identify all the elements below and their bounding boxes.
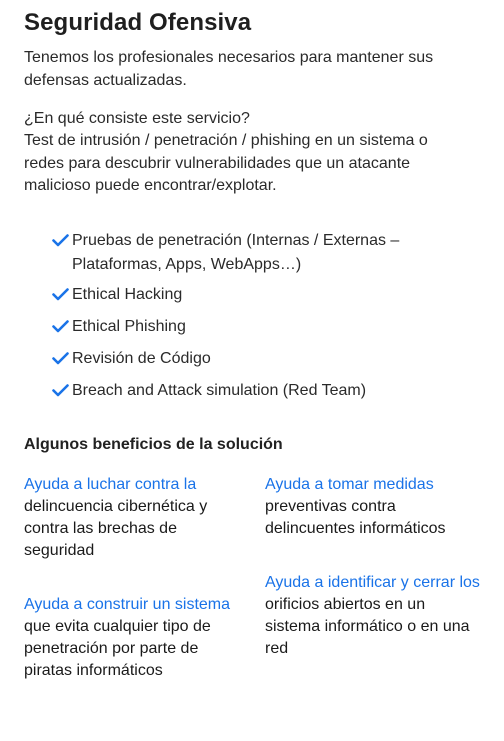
benefit-item xyxy=(24,594,239,682)
benefit-text: preventivas contra delincuentes informáticos xyxy=(265,498,446,537)
benefits-heading: Algunos beneficios de la solución xyxy=(24,436,283,453)
feature-item xyxy=(52,347,432,371)
checkmark-icon xyxy=(52,283,72,307)
feature-item xyxy=(52,283,432,307)
benefit-item xyxy=(265,474,465,540)
benefit-text: que evita cualquier tipo de penetración por parte de piratas informáticos xyxy=(24,618,211,679)
checkmark-icon xyxy=(52,347,72,371)
page-title: Seguridad Ofensiva xyxy=(24,9,252,36)
benefit-title: Ayuda a tomar medidas xyxy=(265,476,434,493)
benefit-text: orificios abiertos en un sistema informático o en una red xyxy=(265,596,470,657)
checkmark-icon xyxy=(52,315,72,339)
feature-item xyxy=(52,315,432,339)
feature-label: Pruebas de penetración (Internas / Externas – Plataformas, Apps, WebApps…) xyxy=(72,232,400,273)
feature-item xyxy=(52,229,432,277)
service-description: Test de intrusión / penetración / phishing en un sistema o redes para descubrir vulnerabilidades que un atacante malicioso puede encontrar/explotar. xyxy=(24,132,428,194)
benefit-title: Ayuda a construir un sistema xyxy=(24,596,231,613)
checkmark-icon xyxy=(52,229,72,253)
benefit-item xyxy=(24,474,224,562)
checkmark-icon xyxy=(52,379,72,403)
service-question: ¿En qué consiste este servicio? xyxy=(24,110,250,127)
benefit-item xyxy=(265,572,480,660)
benefit-title: Ayuda a luchar contra la xyxy=(24,476,197,493)
feature-item xyxy=(52,379,432,403)
feature-label: Ethical Hacking xyxy=(72,286,183,303)
feature-label: Revisión de Código xyxy=(72,350,211,367)
feature-label: Ethical Phishing xyxy=(72,318,186,335)
benefit-title: Ayuda a identificar y cerrar los xyxy=(265,574,480,591)
feature-label: Breach and Attack simulation (Red Team) xyxy=(72,382,367,399)
benefit-text: delincuencia cibernética y contra las brechas de seguridad xyxy=(24,498,208,559)
intro-text: Tenemos los profesionales necesarios para mantener sus defensas actualizadas. xyxy=(24,49,434,89)
